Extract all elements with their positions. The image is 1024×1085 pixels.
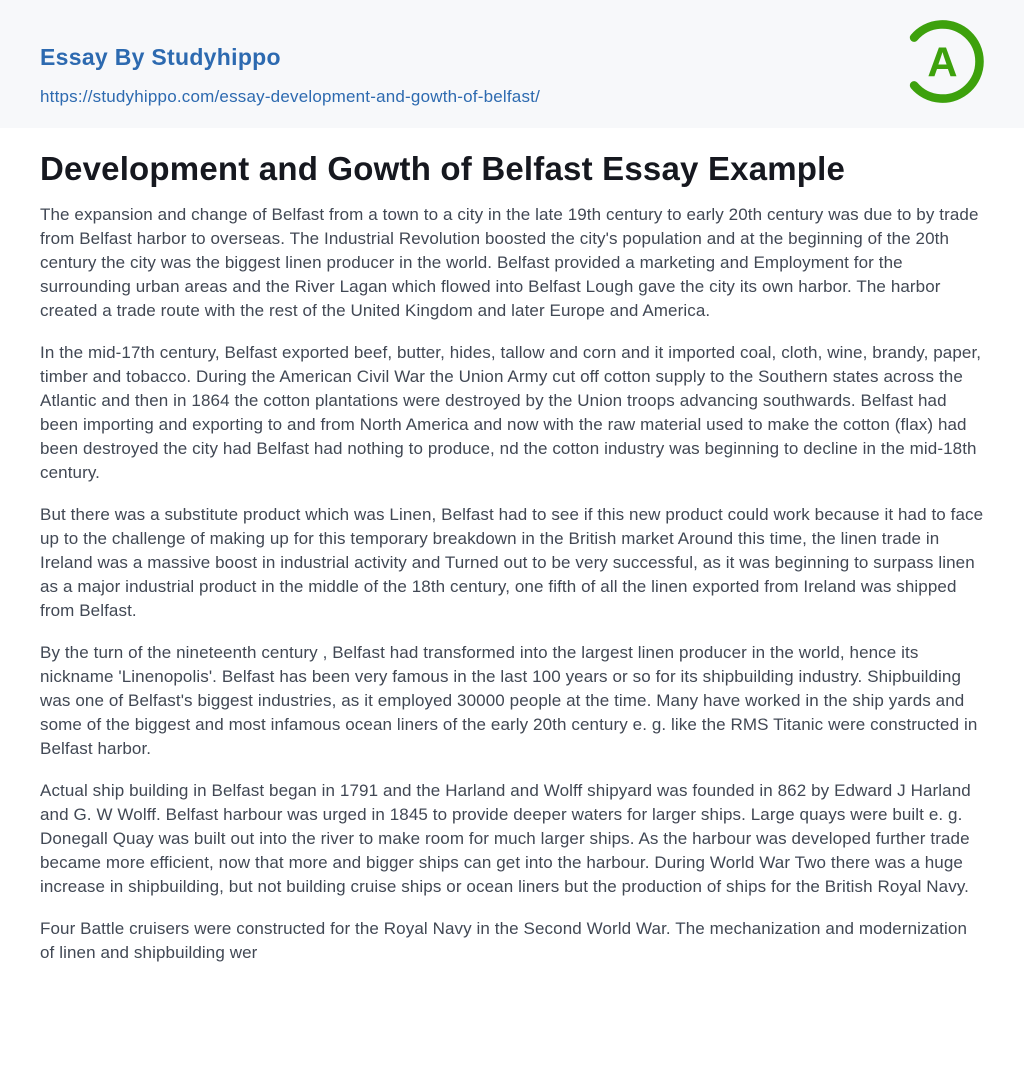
- essay-paragraph-3: But there was a substitute product which was Linen, Belfast had to see if this new product could work because it had to face up to the challenge of making up for this temporary breakdown in the British market Around this time, the linen trade in Ireland was a massive boost in industrial activity and Turned out to be very successful, as it was beginning to surpass linen as a major industrial product in the middle of the 18th century, one fifth of all the linen exported from Ireland was shipped from Belfast.: [40, 504, 984, 620]
- site-title: Essay By Studyhippo: [40, 44, 281, 70]
- essay-source-url-link[interactable]: https://studyhippo.com/essay-development-and-gowth-of-belfast/: [40, 87, 540, 107]
- essay-content: [0, 128, 1024, 965]
- essay-paragraph-5: Actual ship building in Belfast began in 1791 and the Harland and Wolff shipyard was founded in 862 by Edward J Harland and G. W Wolff. Belfast harbour was urged in 1845 to provide deeper waters for larger ships. Large quays were built e. g. Donegall Quay was built out into the river to make room for much larger ships. As the harbour was developed further trade became more efficient, now that more and bigger ships can get into the harbour. During World War Two there was a huge increase in shipbuilding, but not building cruise ships or ocean liners but the production of ships for the British Royal Navy.: [40, 780, 971, 896]
- essay-paragraph-1: The expansion and change of Belfast from a town to a city in the late 19th century to early 20th century was due to by trade from Belfast harbor to overseas. The Industrial Revolution boosted the city's population and at the beginning of the 20th century the city was the biggest linen producer in the world. Belfast provided a marketing and Employment for the surrounding urban areas and the River Lagan which flowed into Belfast Lough gave the city its own harbor. The harbor created a trade route with the rest of the United Kingdom and later Europe and America.: [40, 204, 979, 320]
- page-header: [0, 0, 1024, 128]
- logo-letter: A: [927, 38, 958, 86]
- essay-paragraph-2: In the mid-17th century, Belfast exported beef, butter, hides, tallow and corn and it imported coal, cloth, wine, brandy, paper, timber and tobacco. During the American Civil War the Union Army cut off cotton supply to the Southern states across the Atlantic and then in 1864 the cotton plantations were destroyed by the Union troops advancing southwards. Belfast had been importing and exporting to and from North America and now with the raw material used to make the cotton (flax) had been destroyed the city had Belfast had nothing to produce, nd the cotton industry was beginning to decline in the mid-18th century.: [40, 342, 982, 482]
- essay-paragraph-6: Four Battle cruisers were constructed for the Royal Navy in the Second World War. The mechanization and modernization of linen and shipbuilding wer: [40, 918, 967, 962]
- studyhippo-logo: [895, 14, 990, 109]
- open-ring-icon: [895, 14, 990, 109]
- essay-title: Development and Gowth of Belfast Essay Example: [40, 150, 846, 187]
- essay-paragraph-4: By the turn of the nineteenth century , Belfast had transformed into the largest linen producer in the world, hence its nickname 'Linenopolis'. Belfast has been very famous in the last 100 years or so for its shipbuilding industry. Shipbuilding was one of Belfast's biggest industries, as it employed 30000 people at the time. Many have worked in the ship yards and some of the biggest and most infamous ocean liners of the early 20th century e. g. like the RMS Titanic were constructed in Belfast harbor.: [40, 642, 978, 758]
